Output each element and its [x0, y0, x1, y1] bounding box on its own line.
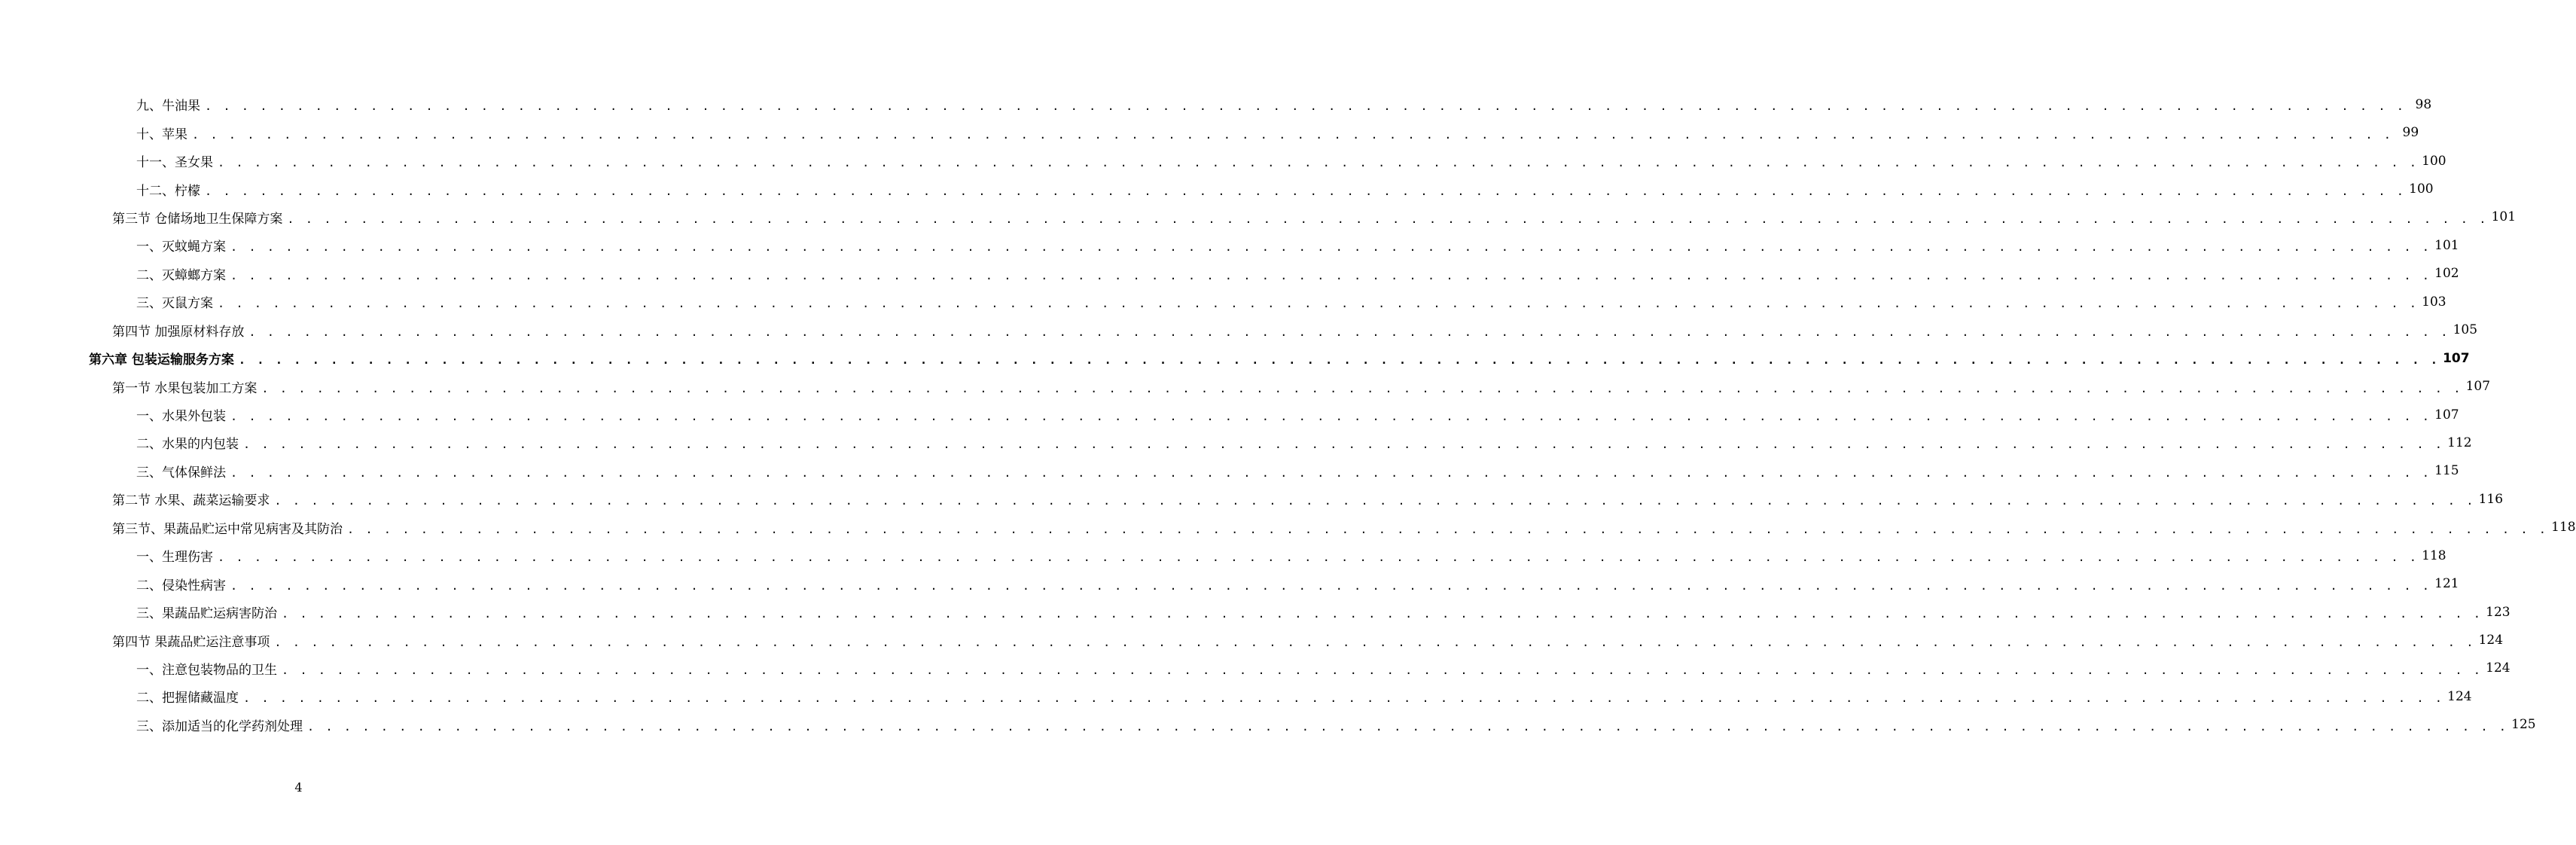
- toc-subsection-entry[interactable]: [0, 90, 2432, 118]
- toc-entry-page: 121: [2434, 576, 2459, 592]
- toc-entry-page: 118: [2551, 520, 2576, 535]
- toc-dot-leader: . . . . . . . . . . . . . . . . . . . . . . . . . . . . . . . . . . . . . . . . . . . . . . . . . . . . . . . . . . . . . . . . . . . . . . . . . . . . . . . . . . . . . . . . . . . . . . . . . . . . . . . . . . . . . . . . . . . . . . . .: [274, 494, 2476, 508]
- toc-entry-title: 第六章 包装运输服务方案: [89, 352, 234, 368]
- toc-dot-leader: . . . . . . . . . . . . . . . . . . . . . . . . . . . . . . . . . . . . . . . . . . . . . . . . . . . . . . . . . . . . . . . . . . . . . . . . . . . . . . . . . . . . . . . . . . . . . . . . . . . . . . . . . . . . . . . . . . . . . . . .: [230, 268, 2432, 282]
- toc-entry-page: 124: [2478, 633, 2504, 648]
- toc-entry-page: 100: [2409, 182, 2434, 197]
- toc-entry-title: 十、苹果: [136, 127, 187, 142]
- toc-subsection-entry[interactable]: [0, 175, 2434, 203]
- toc-subsection-entry[interactable]: [0, 147, 2446, 175]
- toc-dot-leader: . . . . . . . . . . . . . . . . . . . . . . . . . . . . . . . . . . . . . . . . . . . . . . . . . . . . . . . . . . . . . . . . . . . . . . . . . . . . . . . . . . . . . . . . . . . . . . . . . . . . . . . . . . . . . . . . . . . . . . . .: [192, 127, 2394, 142]
- toc-entry-title: 九、牛油果: [136, 99, 200, 114]
- toc-subsection-entry[interactable]: [0, 401, 2459, 429]
- toc-section-entry[interactable]: [0, 626, 2504, 654]
- toc-entry-title: 一、水果外包装: [136, 409, 226, 425]
- toc-dot-leader: . . . . . . . . . . . . . . . . . . . . . . . . . . . . . . . . . . . . . . . . . . . . . . . . . . . . . . . . . . . . . . . . . . . . . . . . . . . . . . . . . . . . . . . . . . . . . . . . . . . . . . . . . . . . . . . . . . . . . . . .: [347, 522, 2549, 536]
- toc-entry-page: 125: [2511, 717, 2536, 733]
- toc-dot-leader: . . . . . . . . . . . . . . . . . . . . . . . . . . . . . . . . . . . . . . . . . . . . . . . . . . . . . . . . . . . . . . . . . . . . . . . . . . . . . . . . . . . . . . . . . . . . . . . . . . . . . . . . . . . . . . . . . . . . . . . .: [230, 410, 2432, 424]
- toc-entry-page: 124: [2447, 688, 2472, 704]
- toc-entry-page: 100: [2422, 153, 2446, 169]
- toc-entry-title: 三、果蔬品贮运病害防治: [136, 606, 277, 622]
- toc-entry-title: 二、侵染性病害: [136, 578, 226, 593]
- toc-entry-page: 123: [2486, 604, 2510, 620]
- toc-subsection-entry[interactable]: [0, 118, 2419, 146]
- toc-entry-title: 第四节 果蔬品贮运注意事项: [112, 634, 270, 650]
- toc-subsection-entry[interactable]: [0, 569, 2459, 597]
- toc-dot-leader: . . . . . . . . . . . . . . . . . . . . . . . . . . . . . . . . . . . . . . . . . . . . . . . . . . . . . . . . . . . . . . . . . . . . . . . . . . . . . . . . . . . . . . . . . . . . . . . . . . . . . . . . . . . . . . . . . . . . . . . .: [282, 663, 2483, 677]
- toc-dot-leader: . . . . . . . . . . . . . . . . . . . . . . . . . . . . . . . . . . . . . . . . . . . . . . . . . . . . . . . . . . . . . . . . . . . . . . . . . . . . . . . . . . . . . . . . . . . . . . . . . . . . . . . . . . . . . . . . . . . . . . . .: [205, 184, 2407, 198]
- toc-entry-title: 第三节 仓储场地卫生保障方案: [112, 211, 283, 227]
- toc-entry-title: 第三节、果蔬品贮运中常见病害及其防治: [112, 521, 343, 537]
- toc-dot-leader: . . . . . . . . . . . . . . . . . . . . . . . . . . . . . . . . . . . . . . . . . . . . . . . . . . . . . . . . . . . . . . . . . . . . . . . . . . . . . . . . . . . . . . . . . . . . . . . . . . . . . . . . . . . . . . . . . . . . . . . .: [243, 438, 2445, 452]
- toc-entry-title: 第二节 水果、蔬菜运输要求: [112, 493, 270, 509]
- toc-entry-title: 二、把握储藏温度: [136, 691, 239, 706]
- toc-dot-leader: . . . . . . . . . . . . . . . . . . . . . . . . . . . . . . . . . . . . . . . . . . . . . . . . . . . . . . . . . . . . . . . . . . . . . . . . . . . . . . . . . . . . . . . . . . . . . . . . . . . . . . . . . . . . . . . . . . . . . . . .: [243, 691, 2445, 706]
- toc-subsection-entry[interactable]: [0, 457, 2459, 485]
- toc-subsection-entry[interactable]: [0, 541, 2446, 569]
- toc-entry-title: 二、水果的内包装: [136, 437, 239, 453]
- toc-dot-leader: . . . . . . . . . . . . . . . . . . . . . . . . . . . . . . . . . . . . . . . . . . . . . . . . . . . . . . . . . . . . . . . . . . . . . . . . . . . . . . . . . . . . . . . . . . . . . . . . . . . . . . . . . . . . . . . . . . . . . . . .: [218, 551, 2419, 565]
- toc-entry-title: 一、灭蚊蝇方案: [136, 239, 226, 255]
- toc-entry-page: 107: [2443, 350, 2470, 366]
- toc-dot-leader: . . . . . . . . . . . . . . . . . . . . . . . . . . . . . . . . . . . . . . . . . . . . . . . . . . . . . . . . . . . . . . . . . . . . . . . . . . . . . . . . . . . . . . . . . . . . . . . . . . . . . . . . . . . . . . . . . . . . . . . .: [218, 297, 2419, 311]
- toc-subsection-entry[interactable]: [0, 231, 2459, 259]
- toc-entry-title: 三、气体保鲜法: [136, 465, 226, 480]
- toc-entry-page: 101: [2434, 237, 2459, 253]
- toc-entry-page: 115: [2434, 463, 2459, 479]
- toc-entry-title: 一、生理伤害: [136, 550, 213, 566]
- toc-entry-page: 98: [2415, 96, 2432, 112]
- toc-dot-leader: . . . . . . . . . . . . . . . . . . . . . . . . . . . . . . . . . . . . . . . . . . . . . . . . . . . . . . . . . . . . . . . . . . . . . . . . . . . . . . . . . . . . . . . . . . . . . . . . . . . . . . . . . . . . . . . . . . . . . . . .: [230, 465, 2432, 480]
- page-number: 4: [294, 780, 303, 795]
- toc-entry-page: 107: [2434, 407, 2459, 422]
- toc-entry-page: 105: [2453, 322, 2478, 338]
- toc-section-entry[interactable]: [0, 203, 2517, 231]
- toc-entry-page: 99: [2402, 125, 2419, 141]
- toc-entry-page: 112: [2447, 435, 2472, 450]
- toc-dot-leader: . . . . . . . . . . . . . . . . . . . . . . . . . . . . . . . . . . . . . . . . . . . . . . . . . . . . . . . . . . . . . . . . . . . . . . . . . . . . . . . . . . . . . . . . . . . . . . . . . . . . . . . . . . . . . . . . . . . . . . . .: [307, 719, 2509, 734]
- toc-entry-page: 101: [2491, 209, 2517, 225]
- toc-dot-leader: . . . . . . . . . . . . . . . . . . . . . . . . . . . . . . . . . . . . . . . . . . . . . . . . . . . . . . . . . . . . . . . . . . . . . . . . . . . . . . . . . . . . . . . . . . . . . . . . . . . . . . . . . . . . . . . . . . . . . . . .: [261, 381, 2463, 395]
- toc-entry-page: 124: [2486, 660, 2510, 676]
- toc-entry-page: 116: [2478, 491, 2504, 507]
- toc-subsection-entry[interactable]: [0, 260, 2459, 288]
- toc-dot-leader: . . . . . . . . . . . . . . . . . . . . . . . . . . . . . . . . . . . . . . . . . . . . . . . . . . . . . . . . . . . . . . . . . . . . . . . . . . . . . . . . . . . . . . . . . . . . . . . . . . . . . . . . . . . . . . . . . . . . . . . .: [287, 212, 2489, 226]
- toc-dot-leader: . . . . . . . . . . . . . . . . . . . . . . . . . . . . . . . . . . . . . . . . . . . . . . . . . . . . . . . . . . . . . . . . . . . . . . . . . . . . . . . . . . . . . . . . . . . . . . . . . . . . . . . . . . . . . . . . . . . . . . . .: [218, 156, 2419, 170]
- toc-dot-leader: . . . . . . . . . . . . . . . . . . . . . . . . . . . . . . . . . . . . . . . . . . . . . . . . . . . . . . . . . . . . . . . . . . . . . . . . . . . . . . . . . . . . . . . . . . . . . . . . . . . . . . . . . . . . . . . . . . . . . . . .: [248, 325, 2450, 339]
- toc-dot-leader: . . . . . . . . . . . . . . . . . . . . . . . . . . . . . . . . . . . . . . . . . . . . . . . . . . . . . . . . . . . . . . . . . . . . . . . . . . . . . . . . . . . . . . . . . . . . . . . . . . . . . . . . . . . . . . . . . . . . . . . .: [282, 607, 2483, 621]
- toc-dot-leader: . . . . . . . . . . . . . . . . . . . . . . . . . . . . . . . . . . . . . . . . . . . . . . . . . . . . . . . . . . . . . . . . . . . . . . . . . . . . . . . . . . . . . . . . . . . . . . . . . . . . . . . . . . . . . . . . . . . . . . . .: [205, 99, 2407, 114]
- toc-subsection-entry[interactable]: [0, 288, 2446, 316]
- toc-subsection-entry[interactable]: [0, 654, 2510, 682]
- toc-subsection-entry[interactable]: [0, 682, 2472, 710]
- toc-dot-leader: . . . . . . . . . . . . . . . . . . . . . . . . . . . . . . . . . . . . . . . . . . . . . . . . . . . . . . . . . . . . . . . . . . . . . . . . . . . . . . . . . . . . . . . . . . . . . . . . . . . . . . . . . . . . . . . . . . . . . . . .: [230, 578, 2432, 593]
- toc-entry-page: 118: [2422, 548, 2446, 563]
- toc-chapter-entry[interactable]: [0, 344, 2470, 372]
- toc-entry-title: 第四节 加强原材料存放: [112, 324, 245, 340]
- toc-entry-title: 一、注意包装物品的卫生: [136, 662, 277, 678]
- toc-dot-leader: . . . . . . . . . . . . . . . . . . . . . . . . . . . . . . . . . . . . . . . . . . . . . . . . . . . . . . . . . . . . . . . . . . . . . . . . . . . . . . . . . . . . . . . . . . . . . . . . . . . . . . . . . . . . . . . . . . . . . . . .: [230, 240, 2432, 255]
- toc-subsection-entry[interactable]: [0, 598, 2510, 626]
- toc-section-entry[interactable]: [0, 514, 2576, 541]
- toc-entry-title: 二、灭蟑螂方案: [136, 267, 226, 283]
- toc-subsection-entry[interactable]: [0, 711, 2536, 739]
- toc-entry-page: 107: [2465, 379, 2491, 395]
- toc-entry-page: 103: [2422, 294, 2446, 310]
- table-of-contents: [0, 90, 2576, 739]
- toc-entry-title: 十二、柠檬: [136, 183, 200, 199]
- toc-entry-page: 102: [2434, 266, 2459, 282]
- toc-dot-leader: . . . . . . . . . . . . . . . . . . . . . . . . . . . . . . . . . . . . . . . . . . . . . . . . . . . . . . . . . . . . . . . . . . . . . . . . . . . . . . . . . . . . . . . . . . . . . . . . . . . . . . . . . . . . . . . . . . . . . . . .: [274, 635, 2476, 649]
- toc-dot-leader: . . . . . . . . . . . . . . . . . . . . . . . . . . . . . . . . . . . . . . . . . . . . . . . . . . . . . . . . . . . . . . . . . . . . . . . . . . . . . . . . . . . . . . . . . . . . . . . . . . . . . . . . . . . . . . . . . . . . . . . .: [238, 353, 2440, 368]
- toc-entry-title: 第一节 水果包装加工方案: [112, 380, 258, 396]
- toc-section-entry[interactable]: [0, 316, 2478, 344]
- toc-entry-title: 十一、圣女果: [136, 155, 213, 171]
- toc-entry-title: 三、添加适当的化学药剂处理: [136, 718, 303, 734]
- toc-section-entry[interactable]: [0, 372, 2491, 400]
- toc-section-entry[interactable]: [0, 485, 2504, 513]
- toc-entry-title: 三、灭鼠方案: [136, 296, 213, 312]
- toc-subsection-entry[interactable]: [0, 429, 2472, 456]
